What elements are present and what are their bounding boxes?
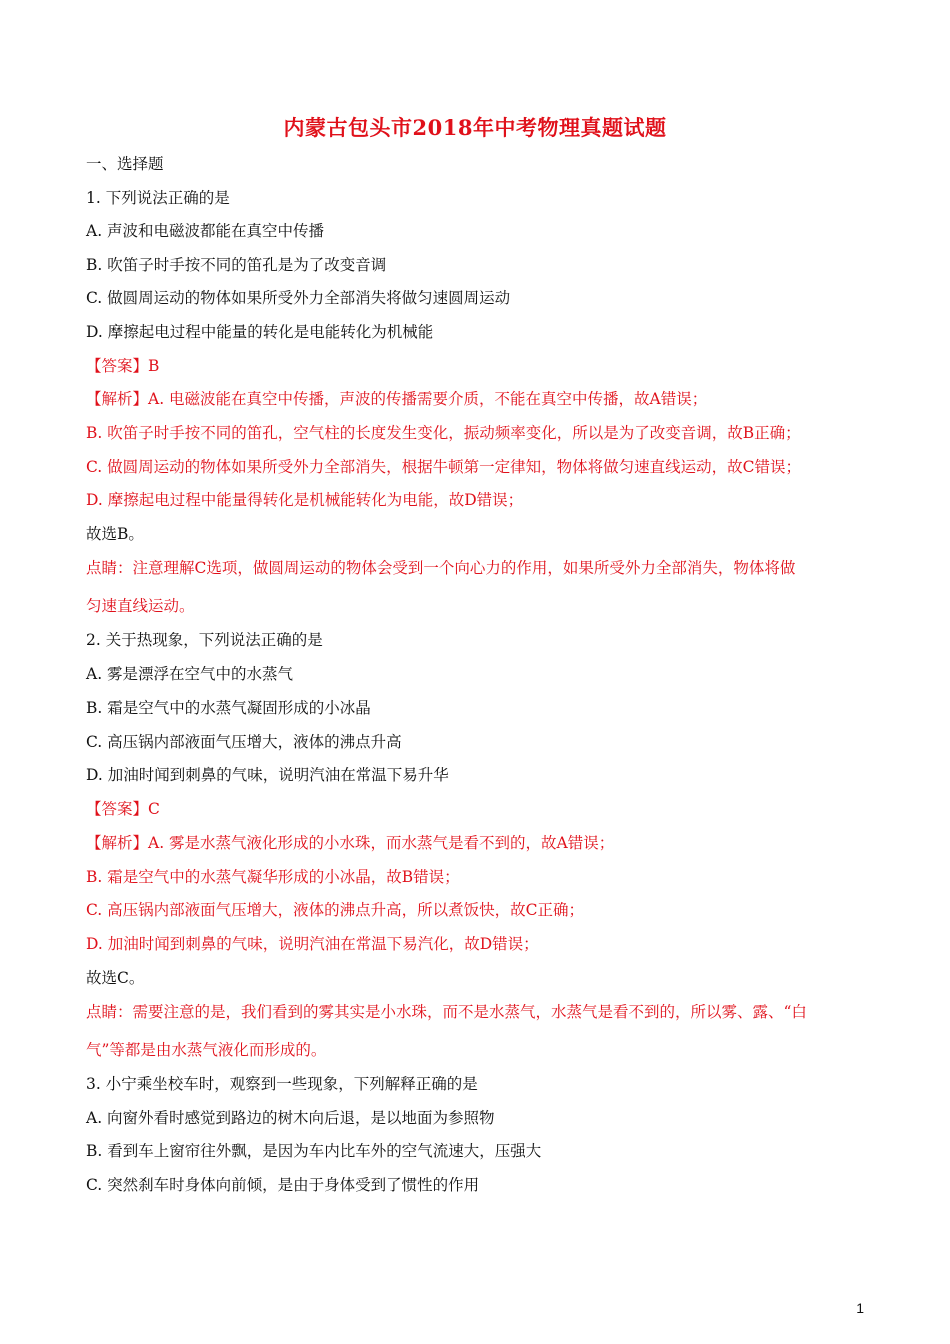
q2-tip-line: 点睛：需要注意的是，我们看到的雾其实是小水珠，而不是水蒸气，水蒸气是看不到的，所以雾、露、“白 (86, 1003, 807, 1021)
q1-option-a: A. 声波和电磁波都能在真空中传播 (86, 222, 325, 240)
q1-answer: 【答案】B (86, 357, 160, 375)
question-3-stem: 3. 小宁乘坐校车时，观察到一些现象，下列解释正确的是 (86, 1075, 478, 1093)
q1-analysis-line: C. 做圆周运动的物体如果所受外力全部消失，根据牛顿第一定律知，物体将做匀速直线运动，故C错误； (86, 458, 802, 476)
section-heading: 一、选择题 (86, 155, 164, 173)
page-number: 1 (856, 1300, 864, 1316)
q1-choose: 故选B。 (86, 525, 144, 543)
q3-option-c: C. 突然刹车时身体向前倾，是由于身体受到了惯性的作用 (86, 1176, 480, 1194)
q1-analysis-line: D. 摩擦起电过程中能量得转化是机械能转化为电能，故D错误； (86, 491, 524, 509)
q1-analysis-line: 【解析】A. 电磁波能在真空中传播，声波的传播需要介质，不能在真空中传播，故A错误； (86, 390, 708, 408)
q1-option-c: C. 做圆周运动的物体如果所受外力全部消失将做匀速圆周运动 (86, 289, 511, 307)
q2-choose: 故选C。 (86, 969, 145, 987)
question-2-stem: 2. 关于热现象，下列说法正确的是 (86, 631, 323, 649)
q2-option-d: D. 加油时闻到刺鼻的气味，说明汽油在常温下易升华 (86, 766, 449, 784)
q3-option-b: B. 看到车上窗帘往外飘，是因为车内比车外的空气流速大，压强大 (86, 1142, 542, 1160)
q2-analysis-line: D. 加油时闻到刺鼻的气味，说明汽油在常温下易汽化，故D错误； (86, 935, 539, 953)
q2-tip-line: 气”等都是由水蒸气液化而形成的。 (86, 1041, 327, 1059)
q3-option-a: A. 向窗外看时感觉到路边的树木向后退，是以地面为参照物 (86, 1109, 495, 1127)
q1-option-d: D. 摩擦起电过程中能量的转化是电能转化为机械能 (86, 323, 434, 341)
q1-option-b: B. 吹笛子时手按不同的笛孔是为了改变音调 (86, 256, 387, 274)
q1-tip-line: 点睛：注意理解C选项，做圆周运动的物体会受到一个向心力的作用，如果所受外力全部消失，物体将做 (86, 559, 796, 577)
q2-option-a: A. 雾是漂浮在空气中的水蒸气 (86, 665, 294, 683)
q2-analysis-line: C. 高压锅内部液面气压增大，液体的沸点升高，所以煮饭快，故C正确； (86, 901, 585, 919)
q2-option-c: C. 高压锅内部液面气压增大，液体的沸点升高 (86, 733, 402, 751)
q2-analysis-line: 【解析】A. 雾是水蒸气液化形成的小水珠，而水蒸气是看不到的，故A错误； (86, 834, 615, 852)
q2-option-b: B. 霜是空气中的水蒸气凝固形成的小冰晶 (86, 699, 371, 717)
q2-answer: 【答案】C (86, 800, 160, 818)
q1-analysis-line: B. 吹笛子时手按不同的笛孔，空气柱的长度发生变化，振动频率变化，所以是为了改变音调，故B正确； (86, 424, 801, 442)
page-title: 内蒙古包头市2018年中考物理真题试题 (283, 115, 667, 140)
question-1-stem: 1. 下列说法正确的是 (86, 189, 230, 207)
q1-tip-line: 匀速直线运动。 (86, 597, 195, 615)
q2-analysis-line: B. 霜是空气中的水蒸气凝华形成的小冰晶，故B错误； (86, 868, 460, 886)
